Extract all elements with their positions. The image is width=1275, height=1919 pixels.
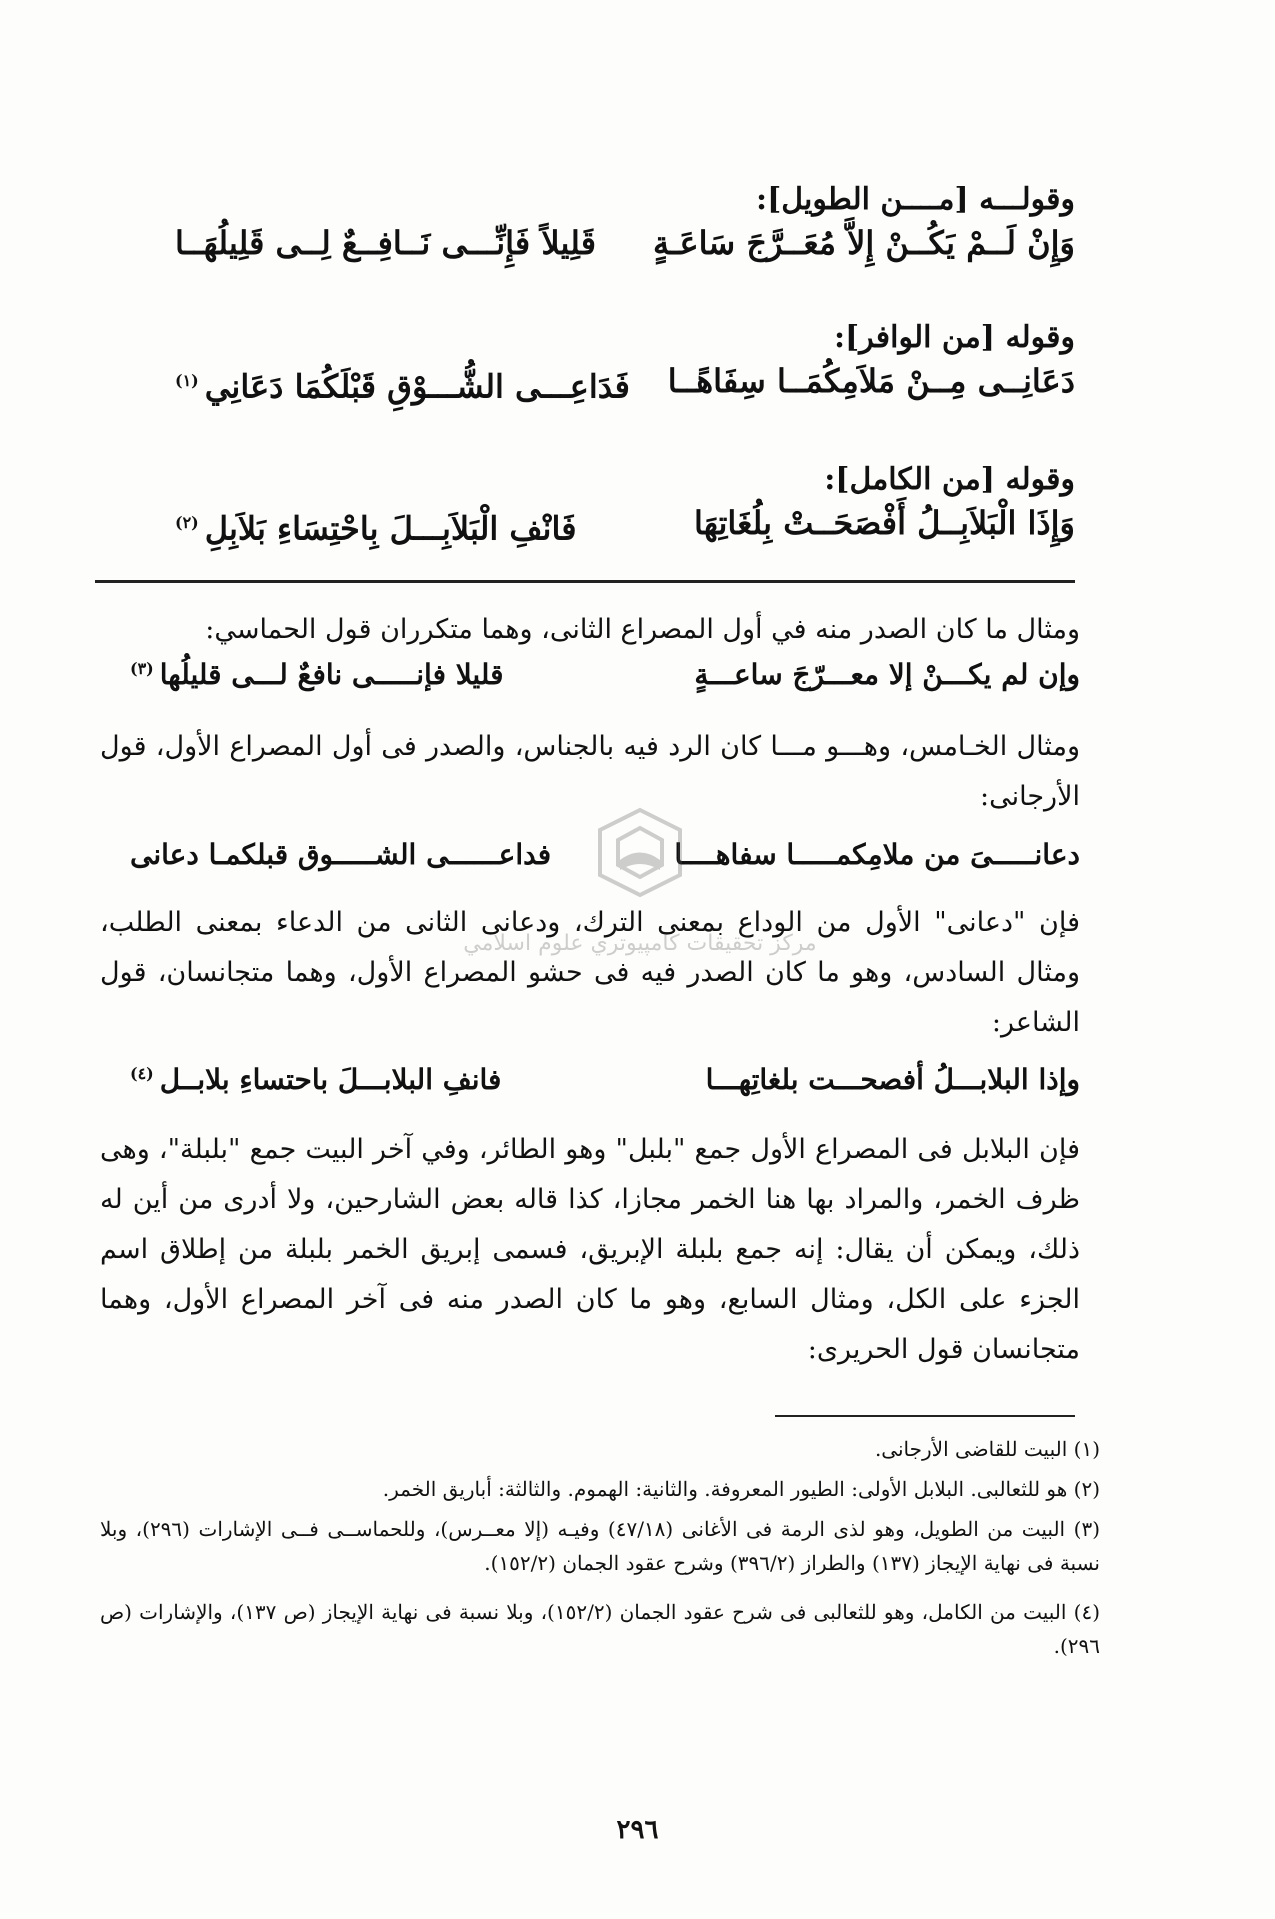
footnote-ref: (١) [175, 371, 199, 390]
verse-line [175, 500, 1075, 552]
quoted-verse-3 [130, 1063, 1080, 1096]
verse-second-hemistich [175, 358, 630, 410]
verse-line [175, 358, 1075, 410]
paragraph-3: فإن "دعانى" الأول من الوداع بمعنى الترك، ودعانى الثانى من الدعاء بمعنى الطلب، ومثال السادس، وهو ما كان الصدر فيه فى حشو المصراع الأول، وهما متجانسان، قول الشاعر: [100, 907, 1080, 1038]
footnote-ref: (٢) [175, 513, 199, 532]
verse-first-hemistich: دَعَانِــى مِــنْ مَلاَمِكُمَــا سِفَاهًــا [667, 362, 1075, 400]
watermark-text: مركز تحقيقات كامپيوتري علوم اسلامي [463, 931, 817, 956]
verse-text: قليلا فإنـــــى نافعٌ لـــى قليلُها [159, 658, 504, 691]
verse-second-hemistich [175, 500, 576, 552]
verse-intro: وقوله [من الوافر]: [833, 320, 1075, 355]
footnote-rule [775, 1415, 1075, 1417]
verse-first-hemistich: وإن لم يكـــنْ إلا معـــرّجَ ساعـــةٍ [694, 658, 1080, 691]
footnote-2: (٢) هو للثعالبى. البلابل الأولى: الطيور المعروفة. والثانية: الهموم. والثالثة: أباريق الخمر. [382, 1477, 1100, 1501]
verse-block-2 [175, 318, 1075, 410]
verse-block-1 [175, 180, 1075, 266]
verse-first-hemistich: وإذا البلابـــلُ أفصحـــت بلغاتِهـــا [705, 1063, 1080, 1096]
footnote-ref: (٣) [130, 658, 154, 678]
verse-line [175, 220, 1075, 266]
paragraph-2: ومثال الخـامس، وهـــو مـــا كان الرد فيه بالجناس، والصدر فى أول المصراع الأول، قول الأرجانى: [100, 731, 1080, 812]
verse-first-hemistich: وَإِذَا الْبَلاَبِــلُ أَفْصَحَــتْ بِلُغَاتِهَا [693, 504, 1075, 542]
page-number: ٢٩٦ [616, 1815, 659, 1845]
verse-second-hemistich [130, 1063, 501, 1096]
verse-intro: وقولـــه [مــــن الطويل]: [756, 182, 1075, 217]
verse-text: فانفِ البلابـــلَ باحتساءِ بلابــل [159, 1063, 502, 1096]
paragraph-4: فإن البلابل فى المصراع الأول جمع "بلبل" وهو الطائر، وفي آخر البيت جمع "بلبلة"، وهى ظرف الخمر، والمراد بها هنا الخمر مجازا، كذا قاله بعض الشارحين، ولا أدرى من أين له ذلك، ويمكن أن يقال: إنه جمع بلبلة الإبريق، فسمى إبريق الخمر بلبلة من إطلاق اسم الجزء على الكل، ومثال السابع، وهو ما كان الصدر منه فى آخر المصراع الأول، وهما متجانسان قول الحريرى: [100, 1134, 1080, 1365]
quoted-verse-1 [130, 658, 1080, 691]
verse-intro: وقوله [من الكامل]: [824, 462, 1075, 497]
section-divider [95, 580, 1075, 583]
verse-text: فَدَاعِـــى الشُّـــوْقِ قَبْلَكُمَا دَعَانِي [204, 367, 630, 406]
verse-text: فَانْفِ الْبَلاَبِـــلَ بِاحْتِسَاءِ بَلاَبِلِ [204, 509, 577, 548]
paragraph-1: ومثال ما كان الصدر منه في أول المصراع الثانى، وهما متكرران قول الحماسي: [205, 614, 1080, 645]
verse-block-3 [175, 460, 1075, 552]
verse-first-hemistich: دعانـــــىَ من ملامِكمـــــا سفاهــــا [674, 838, 1080, 871]
verse-first-hemistich: وَإِنْ لَــمْ يَكُــنْ إِلاَّ مُعَــرَّجَ سَاعَـةٍ [653, 224, 1075, 262]
footnote-4: (٤) البيت من الكامل، وهو للثعالبى فى شرح عقود الجمان (١٥٢/٢)، وبلا نسبة فى نهاية الإيجاز (ص ١٣٧)، والإشارات (ص ٢٩٦). [100, 1600, 1100, 1658]
footnote-1: (١) البيت للقاضى الأرجانى. [874, 1437, 1100, 1461]
verse-second-hemistich: قَلِيلاً فَإِنِّـــى نَــافِــعٌ لِــى قَلِيلُهَــا [175, 224, 596, 262]
verse-second-hemistich [130, 658, 504, 691]
footnote-ref: (٤) [130, 1063, 154, 1083]
footnote-3: (٣) البيت من الطويل، وهو لذى الرمة فى الأغانى (٤٧/١٨) وفيـه (إلا معــرس)، وللحماســى فــى الإشارات (٢٩٦)، وبلا نسبة فى نهاية الإيجاز (١٣٧) والطراز (٣٩٦/٢) وشرح عقود الجمان (١٥٢/٢). [100, 1517, 1101, 1575]
verse-second-hemistich: فداعــــــى الشـــــوق قبلكمـا دعانى [130, 838, 552, 871]
watermark-stamp [463, 800, 817, 1010]
